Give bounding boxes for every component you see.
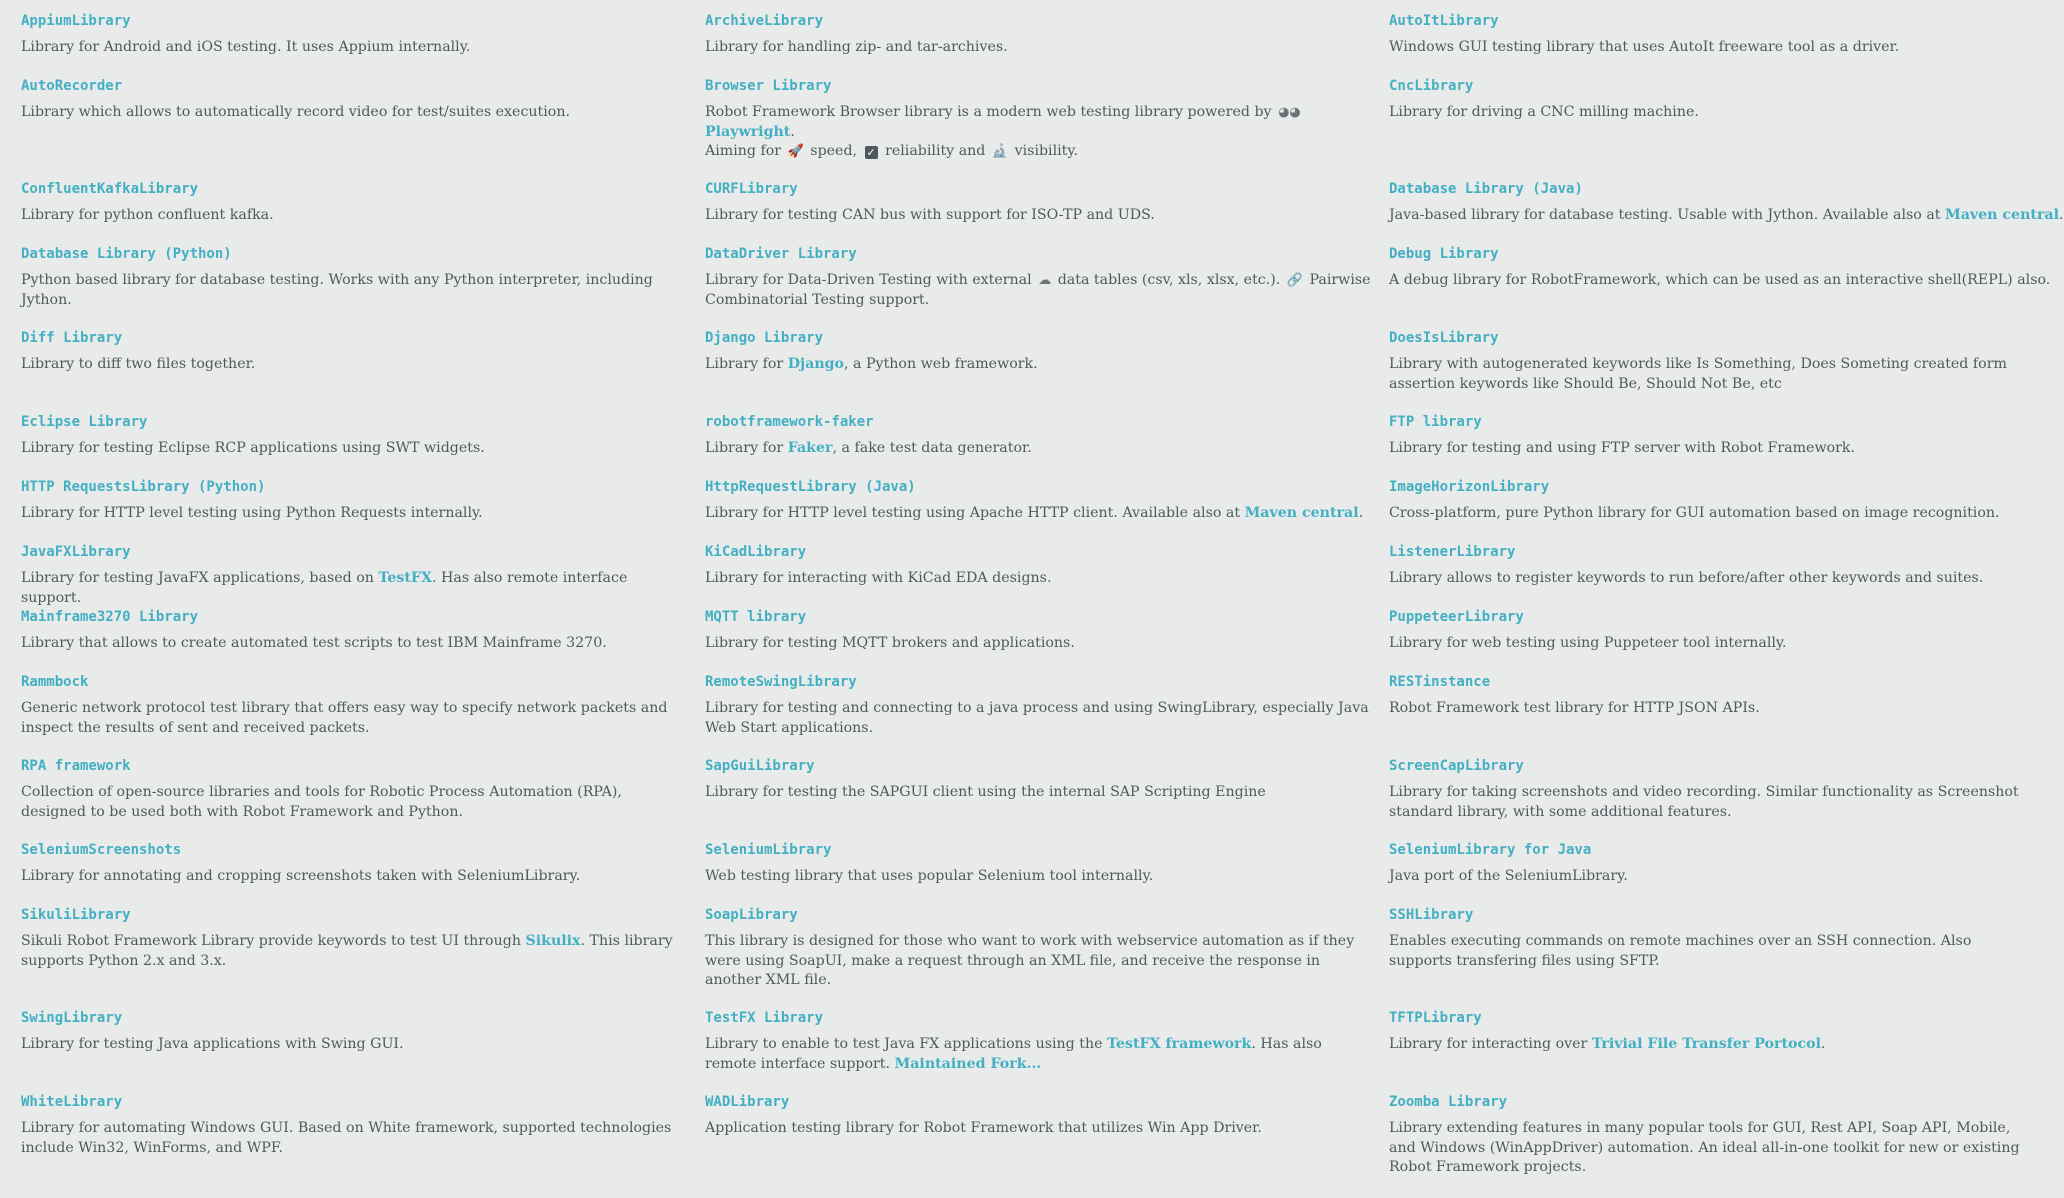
description-text: . bbox=[1358, 505, 1364, 521]
library-row bbox=[21, 671, 2048, 755]
library-card-browser-library bbox=[705, 75, 1389, 178]
library-description: Library for testing CAN bus with support for ISO-TP and UDS. bbox=[705, 207, 1155, 223]
description-text: Aiming for bbox=[705, 143, 782, 159]
library-row bbox=[21, 243, 2051, 327]
library-description bbox=[705, 504, 1375, 524]
django-link[interactable]: Django bbox=[787, 356, 845, 372]
library-link-sshlibrary[interactable]: SSHLibrary bbox=[1389, 907, 1474, 923]
library-card-puppeteerlibrary bbox=[1389, 606, 2049, 671]
library-link-rammbock[interactable]: Rammbock bbox=[21, 674, 89, 690]
library-link-cnclibrary[interactable]: CncLibrary bbox=[1389, 78, 1474, 94]
library-link-database-library-python[interactable]: Database Library (Python) bbox=[21, 246, 232, 262]
library-card-django-library bbox=[705, 327, 1389, 411]
library-card-whitelibrary bbox=[21, 1091, 705, 1194]
library-link-ftp-library[interactable]: FTP library bbox=[1389, 414, 1482, 430]
library-card-mqtt-library bbox=[705, 606, 1389, 671]
library-link-mqtt-library[interactable]: MQTT library bbox=[705, 609, 807, 625]
library-row bbox=[21, 75, 2048, 178]
library-description: Library extending features in many popular tools for GUI, Rest API, Soap API, Mobile, and Windows (WinAppDriver) automation. An ideal all-in-one toolkit for new or existing Robot Framework projects. bbox=[1389, 1120, 2020, 1175]
library-card-swinglibrary bbox=[21, 1007, 705, 1091]
library-description: Python based library for database testing. Works with any Python interpreter, including Jython. bbox=[21, 272, 653, 308]
library-description: Library to diff two files together. bbox=[21, 356, 256, 372]
description-text: Library for testing JavaFX applications, based on bbox=[21, 570, 374, 586]
library-description: A debug library for RobotFramework, which can be used as an interactive shell(REPL) also. bbox=[1389, 272, 2051, 288]
rocket-icon: 🚀 bbox=[787, 144, 804, 159]
library-description: Library for testing Java applications with Swing GUI. bbox=[21, 1036, 404, 1052]
description-text: visibility. bbox=[1014, 143, 1079, 159]
library-card-database-library-python bbox=[21, 243, 705, 327]
library-link-restinstance[interactable]: RESTinstance bbox=[1389, 674, 1491, 690]
link-icon: 🔗 bbox=[1286, 273, 1303, 288]
library-card-robotframework-faker bbox=[705, 411, 1389, 476]
cloud-icon: ☁ bbox=[1038, 273, 1052, 288]
library-link-seleniumlibrary[interactable]: SeleniumLibrary bbox=[705, 842, 832, 858]
library-description bbox=[21, 932, 691, 971]
library-row bbox=[21, 755, 2048, 839]
library-link-archivelibrary[interactable]: ArchiveLibrary bbox=[705, 13, 824, 29]
library-description: Java port of the SeleniumLibrary. bbox=[1389, 868, 1628, 884]
library-link-imagehorizonlibrary[interactable]: ImageHorizonLibrary bbox=[1389, 479, 1550, 495]
library-description: This library is designed for those who want to work with webservice automation as if they were using SoapUI, make a request through an XML file, and receive the response in another XML file. bbox=[705, 933, 1355, 988]
library-card-rpa-framework bbox=[21, 755, 705, 839]
library-description: Library that allows to create automated test scripts to test IBM Mainframe 3270. bbox=[21, 635, 607, 651]
library-card-seleniumscreenshots bbox=[21, 839, 705, 904]
description-text: Robot Framework Browser library is a modern web testing library powered by bbox=[705, 104, 1272, 120]
library-row bbox=[21, 904, 2048, 1007]
library-card-seleniumlibrary bbox=[705, 839, 1389, 904]
library-link-zoomba-library[interactable]: Zoomba Library bbox=[1389, 1094, 1508, 1110]
library-card-http-requestslibrary-python bbox=[21, 476, 705, 541]
library-description: Library for HTTP level testing using Python Requests internally. bbox=[21, 505, 483, 521]
library-card-javafxlibrary bbox=[21, 541, 705, 608]
library-description bbox=[705, 355, 1375, 375]
description-text: Library for HTTP level testing using Apache HTTP client. Available also at bbox=[705, 505, 1241, 521]
library-link-autorecorder[interactable]: AutoRecorder bbox=[21, 78, 123, 94]
library-link-debug-library[interactable]: Debug Library bbox=[1389, 246, 1499, 262]
library-description bbox=[705, 1035, 1375, 1074]
library-link-seleniumlibrary-for-java[interactable]: SeleniumLibrary for Java bbox=[1389, 842, 1592, 858]
library-card-imagehorizonlibrary bbox=[1389, 476, 2049, 541]
library-description: Library for testing Eclipse RCP applications using SWT widgets. bbox=[21, 440, 485, 456]
library-description: Collection of open-source libraries and tools for Robotic Process Automation (RPA), designed to be used both with Robot Framework and Python. bbox=[21, 784, 622, 820]
description-text: . bbox=[2059, 207, 2064, 223]
library-link-database-library-java[interactable]: Database Library (Java) bbox=[1389, 181, 1583, 197]
library-description: Application testing library for Robot Framework that utilizes Win App Driver. bbox=[705, 1120, 1262, 1136]
library-card-cnclibrary bbox=[1389, 75, 2049, 178]
library-link-httprequestlibrary-java[interactable]: HttpRequestLibrary (Java) bbox=[705, 479, 916, 495]
description-text: Library for interacting over bbox=[1389, 1036, 1588, 1052]
library-card-testfx-library bbox=[705, 1007, 1389, 1091]
library-card-curflibrary bbox=[705, 178, 1389, 243]
library-card-sikulilibrary bbox=[21, 904, 705, 1007]
library-description: Library for driving a CNC milling machine. bbox=[1389, 104, 1699, 120]
library-link-remoteswinglibrary[interactable]: RemoteSwingLibrary bbox=[705, 674, 857, 690]
description-text: . This library supports Python 2.x and 3.x. bbox=[21, 933, 673, 969]
library-link-listenerlibrary[interactable]: ListenerLibrary bbox=[1389, 544, 1516, 560]
library-description: Library for python confluent kafka. bbox=[21, 207, 274, 223]
testfx-framework-link[interactable]: TestFX framework bbox=[1107, 1036, 1252, 1052]
library-card-appiumlibrary bbox=[21, 10, 705, 75]
library-card-screencaplibrary bbox=[1389, 755, 2049, 839]
library-card-wadlibrary bbox=[705, 1091, 1389, 1194]
library-description bbox=[1389, 1035, 2035, 1055]
library-row bbox=[21, 541, 2048, 606]
library-card-datadriver-library bbox=[705, 243, 1389, 327]
playwright-link[interactable]: Playwright bbox=[705, 123, 791, 140]
library-description: Cross-platform, pure Python library for GUI automation based on image recognition. bbox=[1389, 505, 2000, 521]
library-link-swinglibrary[interactable]: SwingLibrary bbox=[21, 1010, 123, 1026]
library-row bbox=[21, 327, 2048, 411]
library-description: Library for taking screenshots and video recording. Similar functionality as Screenshot standard library, with some additional features. bbox=[1389, 784, 2019, 820]
library-link-sapguilibrary[interactable]: SapGuiLibrary bbox=[705, 758, 815, 774]
maven-central-link[interactable]: Maven central bbox=[1945, 207, 2060, 223]
library-card-eclipse-library bbox=[21, 411, 705, 476]
library-description: Library for interacting with KiCad EDA designs. bbox=[705, 570, 1052, 586]
library-description: Library for testing MQTT brokers and applications. bbox=[705, 635, 1075, 651]
library-card-doesislibrary bbox=[1389, 327, 2049, 411]
tftp-link[interactable]: Trivial File Transfer Portocol bbox=[1591, 1036, 1821, 1052]
library-description: Library which allows to automatically record video for test/suites execution. bbox=[21, 104, 570, 120]
library-card-diff-library bbox=[21, 327, 705, 411]
library-description bbox=[705, 103, 1375, 162]
library-link-eclipse-library[interactable]: Eclipse Library bbox=[21, 414, 148, 430]
description-text: Library for bbox=[705, 356, 784, 372]
library-card-autoitlibrary bbox=[1389, 10, 2049, 75]
library-row bbox=[21, 1091, 2048, 1194]
library-row bbox=[21, 178, 2064, 243]
library-link-diff-library[interactable]: Diff Library bbox=[21, 330, 123, 346]
library-row bbox=[21, 1007, 2048, 1091]
library-description: Library for Android and iOS testing. It uses Appium internally. bbox=[21, 39, 471, 55]
library-link-screencaplibrary[interactable]: ScreenCapLibrary bbox=[1389, 758, 1524, 774]
library-card-debug-library bbox=[1389, 243, 2049, 327]
description-text: . Has also remote interface support. bbox=[21, 570, 628, 606]
faker-link[interactable]: Faker bbox=[787, 440, 833, 456]
library-row bbox=[21, 10, 2048, 75]
library-card-rammbock bbox=[21, 671, 705, 755]
sikulix-link[interactable]: Sikulix bbox=[525, 933, 581, 949]
library-card-kicadlibrary bbox=[705, 541, 1389, 608]
theater-masks-icon: ◕◕ bbox=[1278, 105, 1301, 120]
library-card-sshlibrary bbox=[1389, 904, 2049, 1007]
description-text: data tables (csv, xls, xlsx, etc.). bbox=[1057, 272, 1281, 288]
library-link-doesislibrary[interactable]: DoesIsLibrary bbox=[1389, 330, 1499, 346]
library-description bbox=[21, 569, 691, 608]
library-link-puppeteerlibrary[interactable]: PuppeteerLibrary bbox=[1389, 609, 1524, 625]
description-text: speed, bbox=[810, 143, 858, 159]
library-link-javafxlibrary[interactable]: JavaFXLibrary bbox=[21, 544, 131, 560]
check-mark-icon: ✓ bbox=[866, 146, 876, 159]
library-description: Library for handling zip- and tar-archives. bbox=[705, 39, 1008, 55]
description-text: Pairwise Combinatorial Testing support. bbox=[705, 272, 1371, 308]
library-description: Library for web testing using Puppeteer tool internally. bbox=[1389, 635, 1787, 651]
library-link-seleniumscreenshots[interactable]: SeleniumScreenshots bbox=[21, 842, 182, 858]
description-text: . bbox=[790, 123, 795, 140]
library-description bbox=[705, 271, 1375, 310]
library-description: Library allows to register keywords to run before/after other keywords and suites. bbox=[1389, 570, 1984, 586]
library-description: Library for testing and using FTP server with Robot Framework. bbox=[1389, 440, 1856, 456]
maintained-fork-link[interactable]: Maintained Fork... bbox=[894, 1055, 1042, 1072]
library-link-appiumlibrary[interactable]: AppiumLibrary bbox=[21, 13, 131, 29]
library-card-zoomba-library bbox=[1389, 1091, 2049, 1194]
library-link-http-requestslibrary-python[interactable]: HTTP RequestsLibrary (Python) bbox=[21, 479, 266, 495]
description-text: reliability and bbox=[885, 143, 986, 159]
library-link-tftplibrary[interactable]: TFTPLibrary bbox=[1389, 1010, 1482, 1026]
library-card-remoteswinglibrary bbox=[705, 671, 1389, 755]
library-link-datadriver-library[interactable]: DataDriver Library bbox=[705, 246, 857, 262]
library-card-mainframe3270-library bbox=[21, 606, 705, 671]
description-text: . Has also remote interface support. bbox=[705, 1036, 1322, 1072]
description-text: Library for Data-Driven Testing with external bbox=[705, 272, 1032, 288]
library-link-mainframe3270-library[interactable]: Mainframe3270 Library bbox=[21, 609, 199, 625]
library-card-tftplibrary bbox=[1389, 1007, 2049, 1091]
library-link-testfx-library[interactable]: TestFX Library bbox=[705, 1010, 824, 1026]
library-description: Enables executing commands on remote machines over an SSH connection. Also supports transfering files using SFTP. bbox=[1389, 933, 1972, 969]
library-link-curflibrary[interactable]: CURFLibrary bbox=[705, 181, 798, 197]
library-description: Library for automating Windows GUI. Based on White framework, supported technologies include Win32, WinForms, and WPF. bbox=[21, 1120, 672, 1156]
library-description: Library for annotating and cropping screenshots taken with SeleniumLibrary. bbox=[21, 868, 581, 884]
library-card-seleniumlibrary-for-java bbox=[1389, 839, 2049, 904]
library-card-listenerlibrary bbox=[1389, 541, 2049, 608]
library-row bbox=[21, 606, 2048, 671]
library-description: Generic network protocol test library that offers easy way to specify network packets and inspect the results of sent and received packets. bbox=[21, 700, 668, 736]
library-card-httprequestlibrary-java bbox=[705, 476, 1389, 541]
library-row bbox=[21, 476, 2048, 541]
library-link-browser-library[interactable]: Browser Library bbox=[705, 78, 832, 94]
library-link-wadlibrary[interactable]: WADLibrary bbox=[705, 1094, 790, 1110]
library-link-autoitlibrary[interactable]: AutoItLibrary bbox=[1389, 13, 1499, 29]
library-description: Windows GUI testing library that uses AutoIt freeware tool as a driver. bbox=[1389, 39, 1900, 55]
library-description: Library with autogenerated keywords like Is Something, Does Someting created form assertion keywords like Should Be, Should Not Be, etc bbox=[1389, 356, 2007, 392]
library-link-kicadlibrary[interactable]: KiCadLibrary bbox=[705, 544, 807, 560]
description-text: Library for bbox=[705, 440, 784, 456]
library-row bbox=[21, 411, 2048, 476]
description-text: , a fake test data generator. bbox=[832, 440, 1032, 456]
library-link-rpa-framework[interactable]: RPA framework bbox=[21, 758, 131, 774]
testfx-link[interactable]: TestFX bbox=[378, 570, 432, 586]
library-link-whitelibrary[interactable]: WhiteLibrary bbox=[21, 1094, 123, 1110]
description-text: Java-based library for database testing. Usable with Jython. Available also at bbox=[1389, 207, 1941, 223]
library-card-restinstance bbox=[1389, 671, 2049, 755]
library-card-confluentkafkalibrary bbox=[21, 178, 705, 243]
microscope-icon: 🔬 bbox=[991, 144, 1009, 159]
library-link-django-library[interactable]: Django Library bbox=[705, 330, 824, 346]
library-card-ftp-library bbox=[1389, 411, 2049, 476]
library-description: Library for testing and connecting to a java process and using SwingLibrary, especially Java Web Start applications. bbox=[705, 700, 1369, 736]
library-link-confluentkafkalibrary[interactable]: ConfluentKafkaLibrary bbox=[21, 181, 199, 197]
library-link-sikulilibrary[interactable]: SikuliLibrary bbox=[21, 907, 131, 923]
description-text: . bbox=[1821, 1036, 1826, 1052]
library-card-database-library-java bbox=[1389, 178, 2064, 243]
description-text: Library to enable to test Java FX applications using the bbox=[705, 1036, 1103, 1052]
library-card-autorecorder bbox=[21, 75, 705, 178]
library-card-sapguilibrary bbox=[705, 755, 1389, 839]
library-description: Robot Framework test library for HTTP JSON APIs. bbox=[1389, 700, 1760, 716]
maven-central-link[interactable]: Maven central bbox=[1244, 505, 1359, 521]
library-row bbox=[21, 839, 2048, 904]
description-text: , a Python web framework. bbox=[844, 356, 1038, 372]
library-description bbox=[1389, 206, 2064, 226]
library-description: Library for testing the SAPGUI client using the internal SAP Scripting Engine bbox=[705, 784, 1266, 800]
library-link-robotframework-faker[interactable]: robotframework-faker bbox=[705, 414, 874, 430]
library-card-archivelibrary bbox=[705, 10, 1389, 75]
library-description bbox=[705, 439, 1375, 459]
library-description: Web testing library that uses popular Selenium tool internally. bbox=[705, 868, 1154, 884]
library-link-soaplibrary[interactable]: SoapLibrary bbox=[705, 907, 798, 923]
description-text: Sikuli Robot Framework Library provide keywords to test UI through bbox=[21, 933, 521, 949]
library-card-soaplibrary bbox=[705, 904, 1389, 1007]
